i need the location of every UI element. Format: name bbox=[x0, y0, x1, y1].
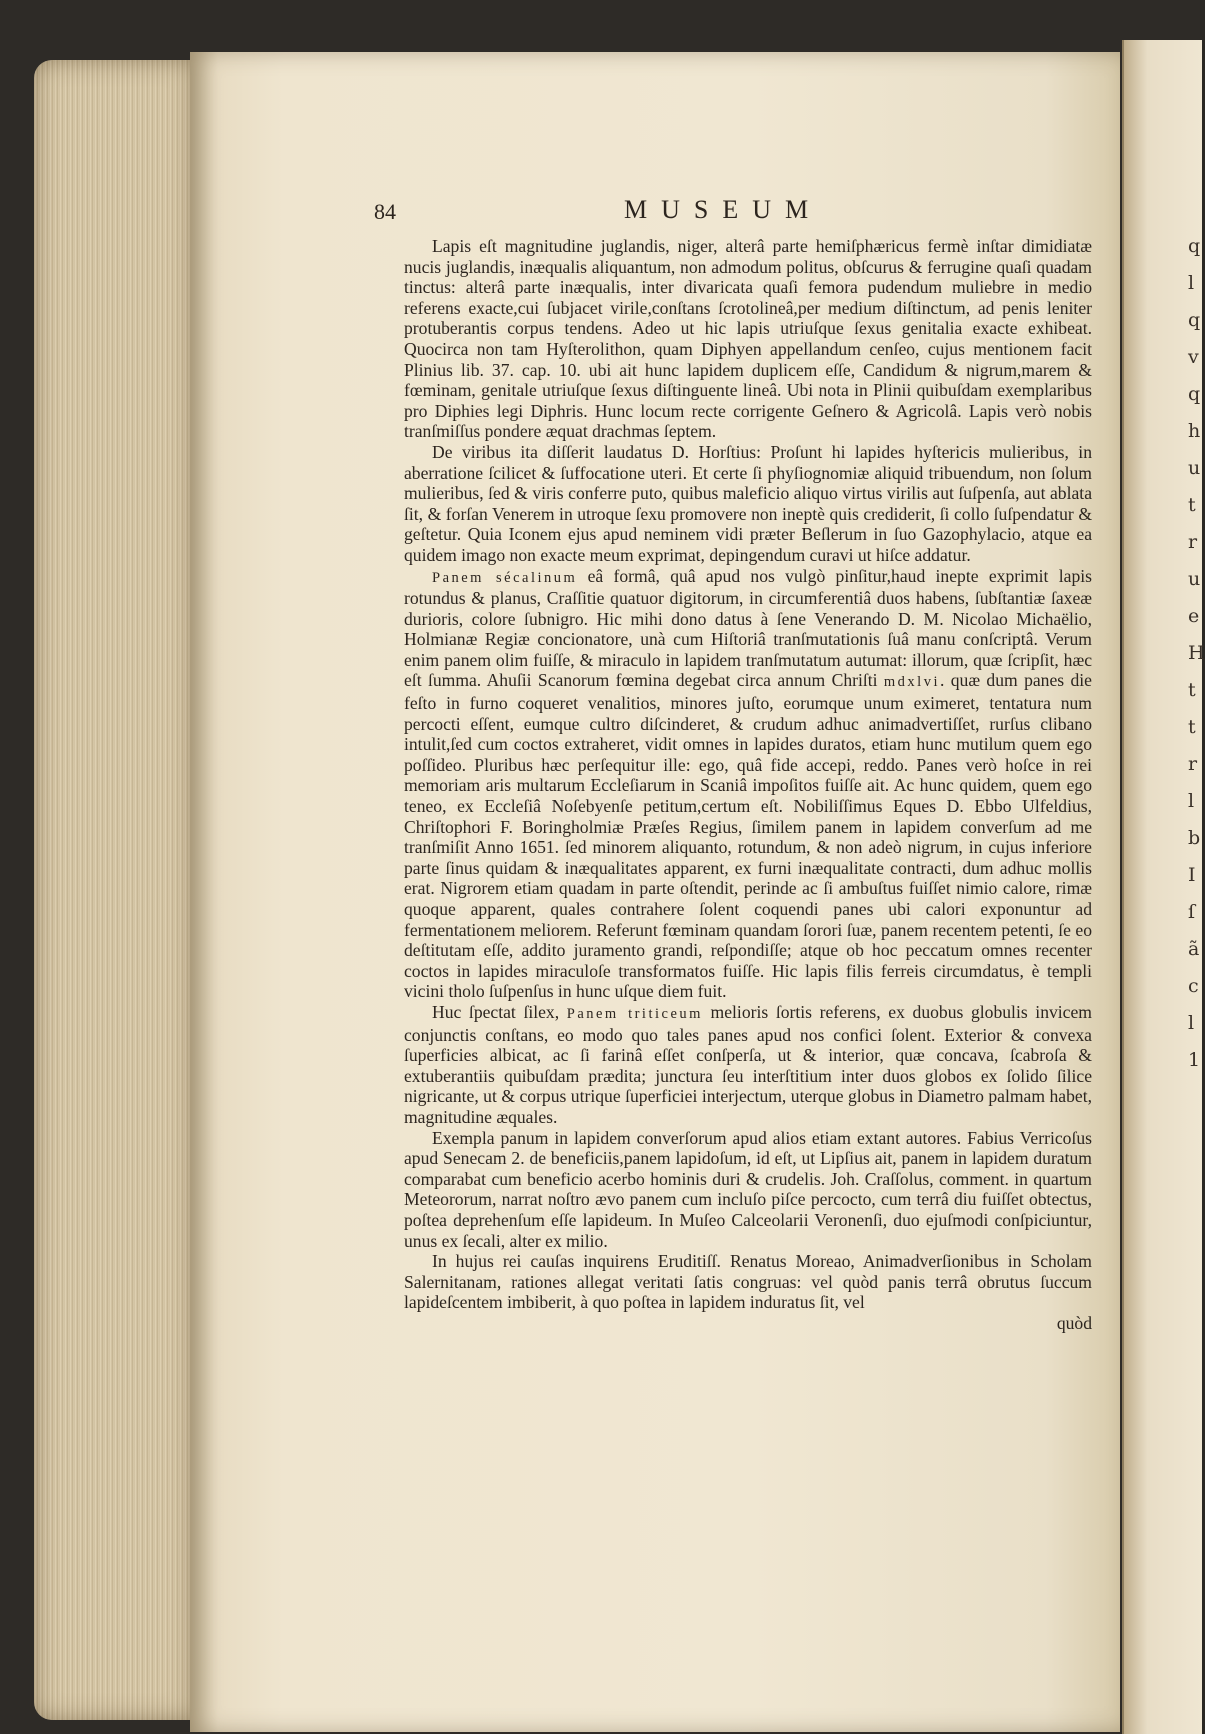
paragraph-4 bbox=[404, 1002, 1092, 1128]
paragraph-4-text-b: melioris ſortis referens, ex duobus globulis invicem conjunctis conſtans, eo modo quo tales panes apud nos confici ſolent. Exterior & convexa ſuperficies albicat, ac ſi farinâ eſſet conſperſa, ut & interior, quæ concava, ſcabroſa & extuberantiis quibuſdam prædita; junctura ſeu interſtitium inter duos globos ex ſolido ſilice nigricante, ut & corpus utrique ſuperficiei interjectum, uterque globus in Diametro palmam habet, magnitudine æquales. bbox=[404, 1001, 1092, 1127]
paragraph-4-text-a: Huc ſpectat ſilex, bbox=[432, 1001, 567, 1022]
page-number: 84 bbox=[374, 199, 396, 224]
paragraph-3 bbox=[404, 566, 1092, 1002]
page-header bbox=[374, 195, 1092, 236]
small-caps-lead: Panem sécalinum bbox=[432, 569, 578, 586]
paragraph-6: In hujus rei cauſas inquirens Eruditiſſ. Renatus Moreao, Animadverſionibus in Scholam Salernitanam, rationes allegat veritati ſatis congruas: vel quòd panis terrâ obrutus ſuccum lapideſcentem imbiberit, à quo poſtea in lapidem induratus ſit, vel bbox=[404, 1251, 1092, 1313]
running-title: MUSEUM bbox=[624, 195, 823, 224]
small-caps-lead: Panem triticeum bbox=[566, 1005, 703, 1022]
catchword: quòd bbox=[1056, 1312, 1092, 1333]
paragraph-3-text-a: eâ formâ, quâ apud nos vulgò pinſitur,haud inepte exprimit lapis rotundus & planus, Craſſitie quatuor digitorum, in circumferentiâ duos habens, ſubſtantiæ ſaxeæ durioris, colore ſubnigro. Hic mihi dono datus à ſene Venerando D. M. Nicolao Michaëlio, Holmianæ Regiæ concionatore, unà cum Hiſtoriâ tranſmutationis ſuâ manu conſcriptâ. Verum enim panem olim fuiſſe, & miraculo in lapidem tranſmutatum autumat: illorum, quæ ſcripſit, hæc eſt ſumma. Ahuſii Scanorum fœmina degebat circa annum Chriſti bbox=[404, 565, 1092, 691]
paragraph-1: Lapis eſt magnitudine juglandis, niger, alterâ parte hemiſphæricus fermè inſtar dimidiatæ nucis juglandis, inæqualis aliquantum, non admodum politus, obſcurus & ferrugine quaſi quadam tinctus: alterâ parte inæqualis, inter divaricata quaſi femora pudendum muliebre in medio referens exacte,cui ſubjacet virile,conſtans ſcrotolineâ,per medium diſtinctum, ad penis leniter protuberantis corpus tendens. Adeo ut hic lapis utriuſque ſexus genitalia exacte exhibeat. Quocirca non tam Hyſterolithon, quam Diphyen appellandum cenſeo, cujus mentionem facit Plinius lib. 37. cap. 10. ubi ait hunc lapidem duplicem eſſe, Candidum & nigrum,marem & fœminam, genitale utriuſque ſexus diſtinguente lineâ. Ubi nota in Plinii quibuſdam exemplaribus pro Diphies legi Diphris. Hunc locum recte corrigente Geſnero & Agricolâ. Lapis verò nobis tranſmiſſus pondere æquat drachmas ſeptem. bbox=[404, 236, 1092, 442]
roman-year: mdxlvi bbox=[883, 674, 940, 691]
page-edges bbox=[34, 60, 194, 1720]
paragraph-3-text-b: . quæ dum panes die feſto in furno coqueret venalitios, minores juſto, eorumque unum eximeret, tentatura num percocti eſſent, eumque cultro diſcinderet, & crudum adhuc animadvertiſſet, rurſus clibano intulit,ſed cum coctos extraheret, vidit omnes in lapides duratos, etiam hunc mutilum quem ego poſſideo. Pluribus hæc perſequitur ille: ego, quâ fide accepi, reddo. Panes verò hoſce in rei memoriam aris multarum Eccleſiarum in Scaniâ impoſitos fuiſſe ait. Ac hunc quidem, quem ego teneo, ex Eccleſiâ Noſebyenſe petitum,certum eſt. Nobiliſſimus Eques D. Ebbo Ulfeldius, Chriſtophori F. Boringholmiæ Præſes Regius, ſimilem panem in lapidem converſum ad me tranſmiſit Anno 1651. ſed minorem aliquanto, rotundum, & non adeò nigrum, in cujus inferiore parte ſinus quidam & inæqualitates apparent, ex furni inæqualitate contracti, dum adhuc mollis erat. Nigrorem etiam quadam in parte oſtendit, perinde ac ſi ambuſtus fuiſſet nimio calore, rimæ quoque apparent, quales contrahere ſolent coquendi panes ubi calori exponuntur ad fermentationem meliorem. Referunt fœminam quandam ſorori ſuæ, panem recentem petenti, ſe eo deſtitutam eſſe, addito juramento grandi, reſpondiſſe; atque ob hoc peccatum omnes recenter coctos in lapides miraculoſe transformatos fuiſſe. Hic lapis filis ferreis circumdatus, è templi vicini tholo ſuſpenſus in hunc uſque diem fuit. bbox=[404, 670, 1092, 1002]
next-page-letters: q l q v q h u t r u e H t t r l b I ſ ã c l 1 bbox=[1188, 235, 1205, 1071]
page-text bbox=[374, 195, 1092, 1333]
paragraph-2: De viribus ita diſſerit laudatus D. Horſtius: Proſunt hi lapides hyſtericis mulieribus, in aberratione ſcilicet & ſuffocatione uteri. Et certe ſi phyſiognomiæ aliquid tribuendum, non ſolum mulieribus, ſed & viris conferre puto, quibus maleficio aliquo virtus virilis aut ſuſpenſa, aut ablata ſit, & forſan Venerem in utroque ſexu promovere non ineptè quis crediderit, ſi collo ſuſpendatur & geſtetur. Quia Iconem ejus apud neminem vidi præter Beſlerum in ſuo Gazophylacio, atque ea quidem imago non exacte meum exprimat, depingendum curavi ut hiſce addatur. bbox=[404, 441, 1092, 565]
paragraph-5: Exempla panum in lapidem converſorum apud alios etiam extant autores. Fabius Verricoſus apud Senecam 2. de beneficiis,panem lapidoſum, id eſt, ut Lipſius ait, panem in lapidem duratum comparabat cum beneficio acerbo hominis duri & crudelis. Joh. Craſſolus, comment. in quartum Meteororum, narrat noſtro ævo panem cum incluſo piſce percocto, cum terrâ diu fuiſſet obtectus, poſtea deprehenſum eſſe lapideum. In Muſeo Calceolarii Veronenſi, duo ejuſmodi conſpiciuntur, unus ex ſecali, alter ex milio. bbox=[404, 1127, 1092, 1251]
